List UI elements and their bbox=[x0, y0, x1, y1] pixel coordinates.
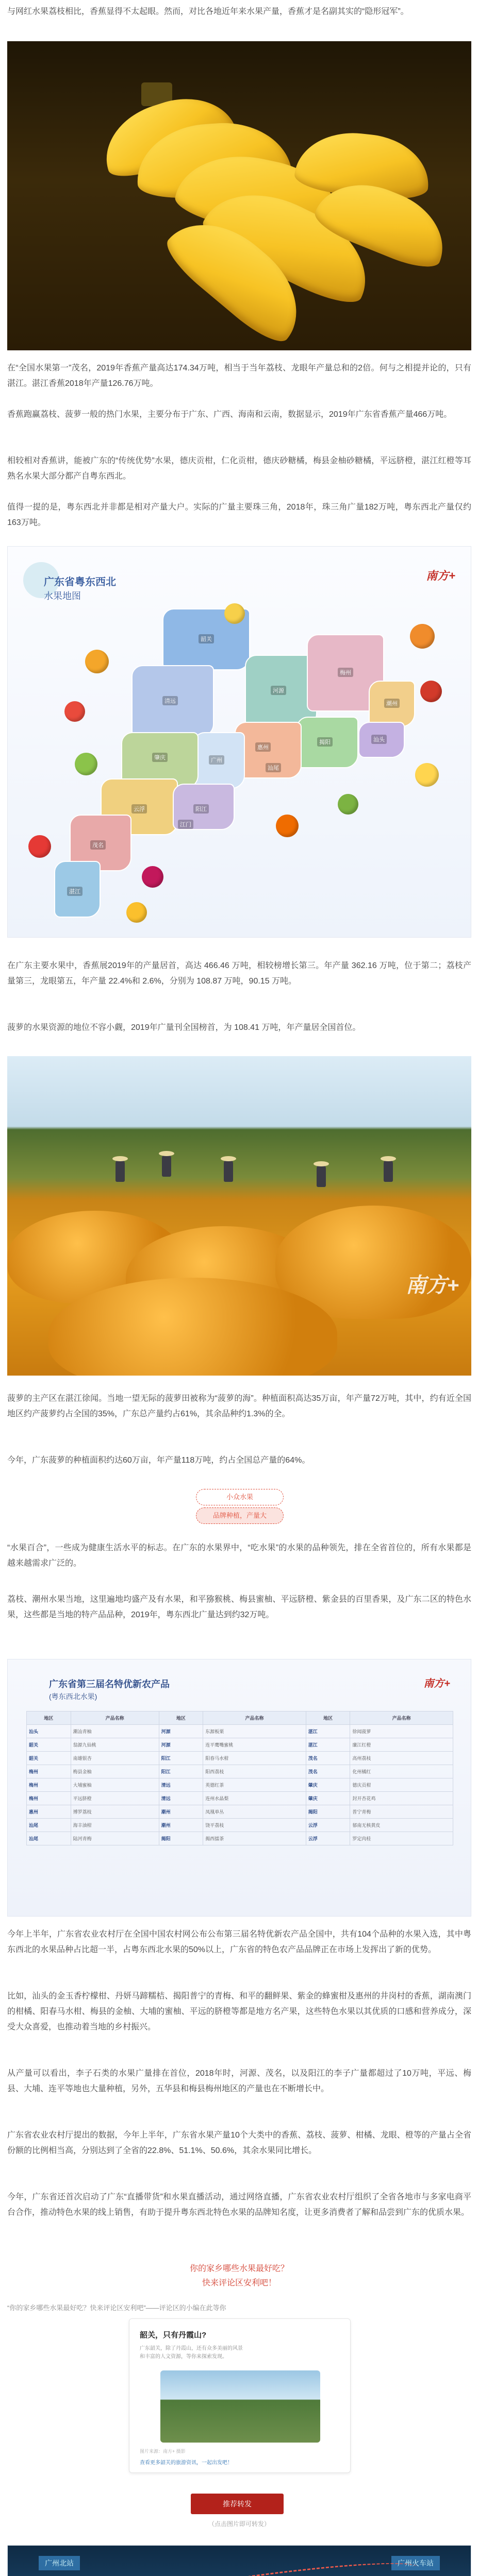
table-row bbox=[27, 1778, 453, 1792]
tag-pill-bottom: 品牌种植，产量大 bbox=[196, 1507, 284, 1524]
product-cell: 南雄银杏 bbox=[71, 1752, 159, 1765]
product-cell: 廉江红橙 bbox=[350, 1738, 453, 1752]
product-cell: 平远脐橙 bbox=[71, 1792, 159, 1805]
table-subtitle: (粤东西北水果) bbox=[49, 1692, 97, 1701]
product-cell: 封开杏花鸡 bbox=[350, 1792, 453, 1805]
embedded-landscape-image bbox=[160, 2370, 320, 2443]
fruit-icon bbox=[64, 701, 85, 722]
worker-hat bbox=[221, 1156, 236, 1161]
paragraph-7: 菠萝的主产区在湛江徐闻。当地一望无际的菠萝田被称为“菠萝的海”。种植面积高达35万亩，年产量72万吨，其中，约有近全国地区约产菠萝约占全国的35%，广东总产量约占61%，其余品种约1.3%的全。 bbox=[7, 1394, 471, 1418]
embedded-body-line: 广东韶关，除了丹霞山，还有众多美丽的风景 bbox=[140, 2346, 243, 2351]
table-row bbox=[27, 1792, 453, 1805]
product-cell: 罗定肉桂 bbox=[350, 1832, 453, 1845]
fruit-icon bbox=[415, 763, 439, 787]
product-cell: 揭西擂茶 bbox=[203, 1832, 306, 1845]
banana-hero-image bbox=[7, 41, 471, 350]
paragraph-5: 在广东主要水果中，香蕉展2019年的产量居首，高达 466.46 万吨，相较榜增长第三。年产量 362.16 万吨，位于第二；荔枝产量第三，龙眼第五，年产量 22.4%和 2.6%，分别为 108.87 万吨，90.15 万吨。 bbox=[7, 961, 471, 986]
worker-figure bbox=[317, 1164, 326, 1187]
paragraph-11: 今年上半年，广东省农业农村厅在全国中国农村网公布公布第三届名特优新农产品全国中，共有104个品种的水果入选，其中粤东西北的水果品种占比超一半，占粤东西北水果的50%以上，广东省的特色农产品品牌正在市场上发挥出了新的优势。 bbox=[7, 1930, 471, 1954]
route-line bbox=[69, 2552, 421, 2576]
quiz-block bbox=[7, 2262, 471, 2291]
region-cell: 潮州 bbox=[159, 1819, 203, 1832]
tag-pill-top: 小众水果 bbox=[196, 1489, 284, 1505]
region-cell: 梅州 bbox=[27, 1792, 71, 1805]
comment-prompt: “你的家乡哪些水果最好吃？快来评论区安利吧”——评论区的小编在此等你 bbox=[7, 2304, 226, 2312]
share-hint: （点击图片即可转发） bbox=[208, 2520, 270, 2528]
region-cell: 汕尾 bbox=[27, 1832, 71, 1845]
product-cell: 饶平荔枝 bbox=[203, 1819, 306, 1832]
region-cell: 湛江 bbox=[306, 1725, 350, 1738]
fruit-icon bbox=[126, 902, 147, 923]
fruit-icon bbox=[28, 835, 51, 858]
worker-figure bbox=[384, 1159, 393, 1182]
embedded-article-card[interactable] bbox=[129, 2318, 351, 2473]
paragraph-10: 荔枝、潮州水果当地，这里遍地均盛产及有水果，和平猕猴桃、梅县蜜柚、平远脐橙、紫金县的百里香果，及广东二区的特色水果，这些都是当地的特产品品种，2019年，粤东西北广量达到约32万吨。 bbox=[7, 1595, 471, 1619]
worker-hat bbox=[112, 1156, 128, 1161]
product-cell: 东源板栗 bbox=[203, 1725, 306, 1738]
region-cell: 惠州 bbox=[27, 1805, 71, 1819]
paragraph-9: “水果百合”，一些成为健康生活水平的标志。在广东的水果界中，“吃水果”的水果的品种领先，排在全省首位的，所有水果都是越来越需求广泛的。 bbox=[7, 1544, 471, 1568]
map-logo: 南方+ bbox=[426, 569, 455, 582]
table-row bbox=[27, 1738, 453, 1752]
table-row bbox=[27, 1752, 453, 1765]
region-cell: 云浮 bbox=[306, 1832, 350, 1845]
region-label: 汕尾 bbox=[266, 763, 281, 772]
paragraph-13: 从产量可以看出，李子石类的水果广量排在首位，2018年时，河源、茂名，以及阳江的李子广量都超过了10万吨，平远、梅县、大埔、连平等地也大量种植，另外，五华县和梅县梅州地区的产量也在不断增长中。 bbox=[7, 2069, 471, 2093]
product-cell: 海丰油柑 bbox=[71, 1819, 159, 1832]
paragraph-14: 广东省农业农村厅提出的数据，今年上半年，广东省水果产量10个大类中的香蕉、荔枝、菠萝、柑橘、龙眼、橙等的产量占全省份额的比例相当高，分别达到了全省的22.8%、51.1%、50.6%，其余水果同比增长。 bbox=[7, 2131, 471, 2155]
region-label: 阳江 bbox=[193, 804, 209, 814]
region-label: 揭阳 bbox=[317, 737, 333, 747]
region-label: 潮州 bbox=[384, 699, 400, 708]
region-cell: 揭阳 bbox=[306, 1805, 350, 1819]
region-label: 河源 bbox=[271, 686, 286, 695]
region-label: 韶关 bbox=[199, 634, 214, 643]
share-button[interactable]: 推荐转发 bbox=[191, 2494, 284, 2514]
product-cell: 潮汕青柚 bbox=[71, 1725, 159, 1738]
worker-figure bbox=[116, 1159, 125, 1182]
fruit-icon bbox=[420, 681, 442, 702]
product-table bbox=[26, 1711, 453, 1845]
fruit-icon bbox=[85, 650, 109, 673]
fruit-icon bbox=[410, 624, 435, 649]
region-label: 茂名 bbox=[90, 840, 106, 850]
table-row bbox=[27, 1819, 453, 1832]
region-label: 广州 bbox=[209, 755, 224, 765]
region-cell: 韶关 bbox=[27, 1738, 71, 1752]
table-row bbox=[27, 1725, 453, 1738]
map-title: 广东省粤东西北 bbox=[44, 577, 116, 588]
region-cell: 阳江 bbox=[159, 1752, 203, 1765]
product-cell: 陆河青梅 bbox=[71, 1832, 159, 1845]
quiz-line-2: 快来评论区安利吧！ bbox=[202, 2279, 276, 2287]
region-cell: 阳江 bbox=[159, 1765, 203, 1778]
paragraph-1: 在“全国水果第一”茂名，2019年香蕉产量高达174.34万吨，相当于当年荔枝、龙眼年产量总和的2倍。何与之相提并论的，只有湛江。湛江香蕉2018年产量126.76万吨。 bbox=[7, 364, 471, 388]
embedded-body-line: 和丰富的人文资源，等你来探索发现。 bbox=[140, 2354, 227, 2360]
worker-hat bbox=[159, 1151, 174, 1156]
region-cell: 韶关 bbox=[27, 1752, 71, 1765]
region-cell: 河源 bbox=[159, 1725, 203, 1738]
region-cell: 汕头 bbox=[27, 1725, 71, 1738]
region-cell: 肇庆 bbox=[306, 1778, 350, 1792]
station-tag: 广州火车站 bbox=[391, 2556, 440, 2570]
paragraph-4: 值得一提的是，粤东西北并非都是相对产量大户。实际的广量主要珠三角，2018年，珠三角广量182万吨，粤东西北产量仅约163万吨。 bbox=[7, 503, 471, 527]
region-cell: 茂名 bbox=[306, 1765, 350, 1778]
header-cell: 产品名称 bbox=[203, 1711, 306, 1725]
region-cell: 梅州 bbox=[27, 1778, 71, 1792]
region-label: 惠州 bbox=[255, 742, 271, 752]
worker-hat bbox=[381, 1156, 396, 1161]
product-cell: 英德红茶 bbox=[203, 1778, 306, 1792]
fruit-icon bbox=[338, 794, 358, 815]
paragraph-2: 香蕉跑赢荔枝、菠萝一般的热门水果，主要分布于广东、广西、海南和云南，数据显示，2019年广东省香蕉产量466万吨。 bbox=[7, 410, 452, 419]
region-label: 清远 bbox=[162, 696, 178, 705]
product-cell: 连州水晶梨 bbox=[203, 1792, 306, 1805]
table-header-row bbox=[27, 1711, 453, 1725]
product-cell: 翁源九仙桃 bbox=[71, 1738, 159, 1752]
product-cell: 高州荔枝 bbox=[350, 1752, 453, 1765]
header-cell: 地区 bbox=[306, 1711, 350, 1725]
table-logo: 南方+ bbox=[423, 1678, 450, 1689]
paragraph-3: 相较相对香蕉讲，能被广东的“传统优势”水果，德庆贡柑，仁化贡柑，德庆砂糖橘，梅县金柚砂糖橘，平远脐橙，湛江红橙等耳熟名水果大部分都产自粤东西北。 bbox=[7, 456, 471, 481]
header-cell: 地区 bbox=[27, 1711, 71, 1725]
quiz-line-1: 你的家乡哪些水果最好吃？ bbox=[189, 2264, 289, 2273]
fruit-icon bbox=[142, 866, 163, 888]
product-cell: 化州橘红 bbox=[350, 1765, 453, 1778]
fruit-icon bbox=[224, 603, 245, 624]
product-cell: 大埔蜜柚 bbox=[71, 1778, 159, 1792]
related-article-card[interactable] bbox=[7, 2545, 471, 2576]
paragraph-8: 今年，广东菠萝的种植面积约达60万亩，年产量118万吨，约占全国总产量的64%。 bbox=[7, 1456, 310, 1465]
region-cell: 揭阳 bbox=[159, 1832, 203, 1845]
region-label: 江门 bbox=[178, 820, 193, 829]
product-cell: 凤凰单丛 bbox=[203, 1805, 306, 1819]
product-cell: 德庆贡柑 bbox=[350, 1778, 453, 1792]
worker-figure bbox=[162, 1154, 171, 1177]
region-cell: 河源 bbox=[159, 1738, 203, 1752]
product-table-image bbox=[7, 1659, 471, 1917]
region-cell: 梅州 bbox=[27, 1765, 71, 1778]
region-cell: 云浮 bbox=[306, 1819, 350, 1832]
embedded-body bbox=[140, 2345, 341, 2361]
map-subtitle: 水果地图 bbox=[44, 591, 81, 601]
photo-watermark: 南方+ bbox=[405, 1274, 459, 1297]
region-cell: 湛江 bbox=[306, 1738, 350, 1752]
product-cell: 普宁青梅 bbox=[350, 1805, 453, 1819]
worker-figure bbox=[224, 1159, 233, 1182]
intro-paragraph: 与网红水果荔枝相比，香蕉显得不太起眼。然而，对比各地近年来水果产量，香蕉才是名副其实的“隐形冠军”。 bbox=[7, 7, 409, 16]
embedded-caption: 图片来源：南方+ 摄影 bbox=[140, 2449, 186, 2454]
table-row bbox=[27, 1832, 453, 1845]
worker-hat bbox=[314, 1161, 329, 1166]
header-cell: 地区 bbox=[159, 1711, 203, 1725]
paragraph-12: 比如，汕头的金玉香柠檬柑、丹妍马蹄糯桔、揭阳普宁的青梅、和平的翻鲜果、紫金的蜂蜜柑及惠州的井岗村的香蕉，湖南澳门的柑橘、阳春马水柑、梅县的金柚、大埔的蜜柚、平远的脐橙等都是地方名产果，这些特色水果以其优质的口感和营养成分，深受大众喜爱，也推动着当地的乡村振兴。 bbox=[7, 1992, 471, 2031]
region-cell: 清远 bbox=[159, 1792, 203, 1805]
region-label: 湛江 bbox=[67, 887, 83, 896]
embedded-title: 韶关，只有丹霞山? bbox=[140, 2331, 207, 2340]
product-cell: 梅县金柚 bbox=[71, 1765, 159, 1778]
station-tag: 广州北站 bbox=[39, 2556, 80, 2570]
table-row bbox=[27, 1805, 453, 1819]
table-row bbox=[27, 1765, 453, 1778]
region-label: 汕头 bbox=[371, 735, 387, 744]
product-cell: 博罗荔枝 bbox=[71, 1805, 159, 1819]
header-cell: 产品名称 bbox=[350, 1711, 453, 1725]
embedded-link-note[interactable]: 查看更多韶关的旅游资讯，一起出发吧！ bbox=[140, 2460, 233, 2466]
product-cell: 郁南无核黄皮 bbox=[350, 1819, 453, 1832]
table-title: 广东省第三届名特优新农产品 bbox=[49, 1679, 170, 1689]
fruit-map-image bbox=[7, 546, 471, 938]
region-cell: 茂名 bbox=[306, 1752, 350, 1765]
header-cell: 产品名称 bbox=[71, 1711, 159, 1725]
region-cell: 清远 bbox=[159, 1778, 203, 1792]
region-cell: 肇庆 bbox=[306, 1792, 350, 1805]
paragraph-6: 菠萝的水果资源的地位不容小觑，2019年广量刊全国榜首，为 108.41 万吨，年产量居全国首位。 bbox=[7, 1023, 361, 1032]
region-cell: 汕尾 bbox=[27, 1819, 71, 1832]
pineapple-farm-photo bbox=[7, 1056, 471, 1376]
region-cell: 潮州 bbox=[159, 1805, 203, 1819]
product-cell: 连平鹰嘴蜜桃 bbox=[203, 1738, 306, 1752]
fruit-icon bbox=[276, 815, 299, 837]
product-cell: 徐闻菠萝 bbox=[350, 1725, 453, 1738]
fruit-icon bbox=[75, 753, 97, 775]
region-label: 云浮 bbox=[131, 804, 147, 814]
region-label: 肇庆 bbox=[152, 753, 168, 762]
product-cell: 阳西荔枝 bbox=[203, 1765, 306, 1778]
paragraph-15: 今年，广东省还首次启动了广东“直播带货”和水果直播活动，通过网络直播，广东省农业农村厅组织了全省各地市与多家电商平台合作，推动特色水果的线上销售，有助于提升粤东西北特色水果的品牌知名度，让更多消费者了解和品尝到广东的优质水果。 bbox=[7, 2193, 471, 2217]
region-label: 梅州 bbox=[338, 668, 353, 677]
product-cell: 阳春马水柑 bbox=[203, 1752, 306, 1765]
